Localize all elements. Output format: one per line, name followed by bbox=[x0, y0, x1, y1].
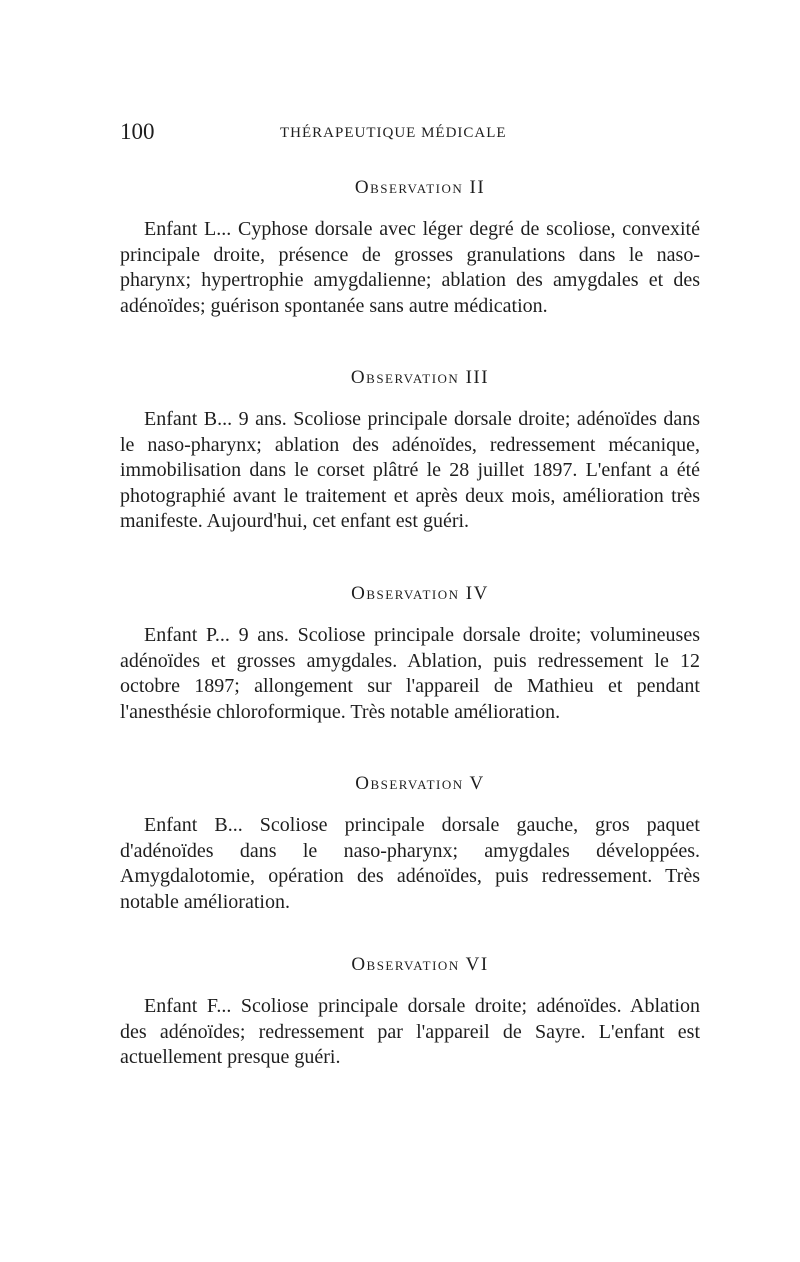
observation-heading: Observation VI bbox=[351, 954, 489, 975]
observation-heading: Observation III bbox=[350, 367, 490, 388]
observation-heading: Observation V bbox=[355, 773, 485, 794]
observation-text: Enfant B... Scoliose principale dorsale gauche, gros paquet d'adénoïdes dans le naso-pharynx; amygdales développées. Amygdalotomie, opération des adénoïdes, puis redressement. Très notable amélioration. bbox=[120, 814, 700, 913]
running-title: THÉRAPEUTIQUE MÉDICALE bbox=[280, 125, 507, 141]
observation-5 bbox=[120, 772, 700, 915]
observation-text: Enfant B... 9 ans. Scoliose principale dorsale droite; adénoïdes dans le naso-pharynx; ablation des adénoïdes, redressement mécanique, immobilisation dans le corset plâtré le 28 juillet 1897. L'enfant a été photographié avant le traitement et après deux mois, amélioration très manifeste. Aujourd'hui, cet enfant est guéri. bbox=[120, 408, 700, 532]
observation-4 bbox=[120, 582, 700, 725]
observation-text: Enfant P... 9 ans. Scoliose principale dorsale droite; volumineuses adénoïdes et grosses amygdales. Ablation, puis redressement le 12 octobre 1897; allongement sur l'appareil de Mathieu et pendant l'anesthésie chloroformique. Très notable amélioration. bbox=[120, 624, 700, 723]
observation-2 bbox=[120, 176, 700, 319]
observation-6 bbox=[120, 953, 700, 1071]
observation-3 bbox=[120, 366, 700, 535]
observation-text: Enfant F... Scoliose principale dorsale droite; adénoïdes. Ablation des adénoïdes; redressement par l'appareil de Sayre. L'enfant est actuellement presque guéri. bbox=[120, 995, 700, 1068]
page-number: 100 bbox=[120, 119, 155, 144]
observation-heading: Observation II bbox=[354, 177, 486, 198]
running-head bbox=[120, 118, 697, 148]
observation-text: Enfant L... Cyphose dorsale avec léger degré de scoliose, convexité principale droite, présence de grosses granulations dans le naso-pharynx; hypertrophie amygdalienne; ablation des amygdales et des adénoïdes; guérison spontanée sans autre médication. bbox=[120, 218, 700, 317]
observation-heading: Observation IV bbox=[351, 583, 489, 604]
